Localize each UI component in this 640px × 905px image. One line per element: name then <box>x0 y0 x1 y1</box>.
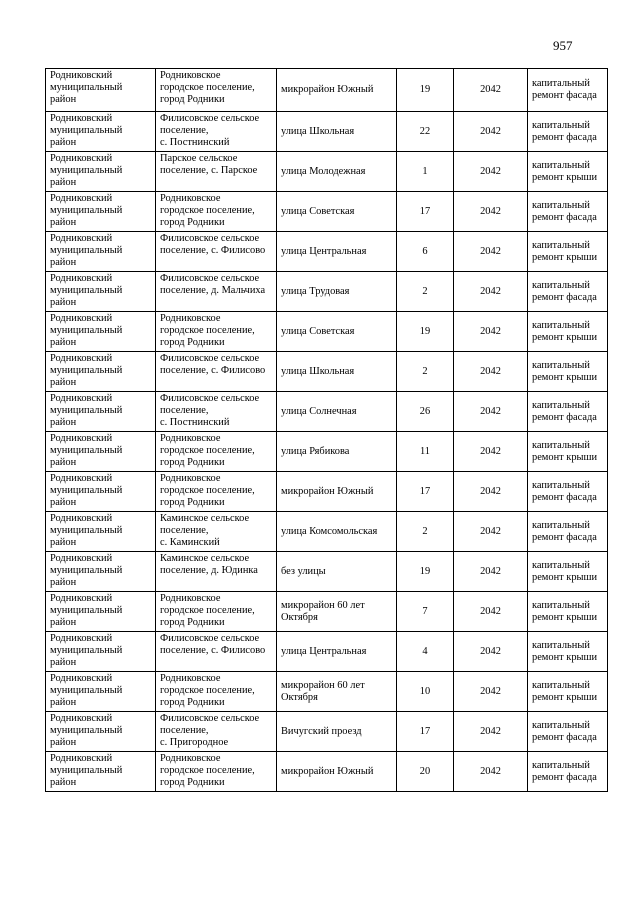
street-cell-text: улица Молодежная <box>281 165 366 177</box>
table-row <box>46 352 608 392</box>
district-cell-text: Родниковский муниципальный район <box>50 113 123 148</box>
house-number-cell <box>397 512 454 552</box>
year-cell-text: 2042 <box>480 565 501 577</box>
year-cell-text: 2042 <box>480 365 501 377</box>
house-number-cell <box>397 352 454 392</box>
year-cell-text: 2042 <box>480 605 501 617</box>
street-cell-text: Вичугский проезд <box>281 725 362 737</box>
year-cell <box>454 672 528 712</box>
settlement-cell <box>156 392 277 432</box>
district-cell-text: Родниковский муниципальный район <box>50 313 123 348</box>
street-cell-text: без улицы <box>281 565 326 577</box>
district-cell <box>46 69 156 112</box>
house-number-cell-text: 1 <box>422 165 428 177</box>
settlement-cell-text: Филисовское сельское поселение, с. Филисово <box>160 233 266 256</box>
street-cell <box>277 672 397 712</box>
district-cell-text: Родниковский муниципальный район <box>50 193 123 228</box>
work-type-cell-text: капитальный ремонт фасада <box>532 719 597 743</box>
street-cell <box>277 192 397 232</box>
house-number-cell <box>397 712 454 752</box>
settlement-cell-text: Филисовское сельское поселение, с. Филисово <box>160 633 266 656</box>
house-number-cell-text: 19 <box>419 565 431 577</box>
street-cell-text: улица Советская <box>281 205 355 217</box>
year-cell-text: 2042 <box>480 525 501 537</box>
settlement-cell-text: Родниковское городское поселение, город Родники <box>160 673 255 708</box>
street-cell <box>277 512 397 552</box>
district-cell <box>46 352 156 392</box>
district-cell-text: Родниковский муниципальный район <box>50 393 123 428</box>
work-type-cell-text: капитальный ремонт крыши <box>532 439 598 463</box>
work-type-cell <box>528 352 608 392</box>
work-type-cell-text: капитальный ремонт фасада <box>532 399 597 423</box>
work-type-cell-text: капитальный ремонт крыши <box>532 359 598 383</box>
settlement-cell <box>156 512 277 552</box>
year-cell <box>454 752 528 792</box>
street-cell <box>277 592 397 632</box>
settlement-cell-text: Родниковское городское поселение, город Родники <box>160 193 255 228</box>
table-row <box>46 192 608 232</box>
table-row <box>46 312 608 352</box>
year-cell <box>454 272 528 312</box>
district-cell <box>46 432 156 472</box>
house-number-cell <box>397 112 454 152</box>
district-cell <box>46 312 156 352</box>
street-cell <box>277 312 397 352</box>
street-cell <box>277 112 397 152</box>
district-cell-text: Родниковский муниципальный район <box>50 593 123 628</box>
house-number-cell-text: 11 <box>419 445 430 457</box>
street-cell-text: улица Школьная <box>281 125 355 137</box>
year-cell-text: 2042 <box>480 485 501 497</box>
house-number-cell-text: 2 <box>422 365 428 377</box>
year-cell-text: 2042 <box>480 765 501 777</box>
year-cell <box>454 312 528 352</box>
repair-schedule-table <box>45 68 608 792</box>
house-number-cell <box>397 272 454 312</box>
district-cell-text: Родниковский муниципальный район <box>50 433 123 468</box>
year-cell-text: 2042 <box>480 165 501 177</box>
house-number-cell <box>397 552 454 592</box>
settlement-cell-text: Филисовское сельское поселение, с. Филисово <box>160 353 266 376</box>
work-type-cell-text: капитальный ремонт крыши <box>532 239 598 263</box>
table-row <box>46 752 608 792</box>
year-cell-text: 2042 <box>480 205 501 217</box>
year-cell <box>454 592 528 632</box>
house-number-cell <box>397 69 454 112</box>
work-type-cell <box>528 152 608 192</box>
settlement-cell-text: Родниковское городское поселение, город Родники <box>160 473 255 508</box>
settlement-cell-text: Родниковское городское поселение, город Родники <box>160 593 255 628</box>
year-cell-text: 2042 <box>480 245 501 257</box>
settlement-cell-text: Родниковское городское поселение, город Родники <box>160 70 255 105</box>
settlement-cell <box>156 352 277 392</box>
house-number-cell <box>397 152 454 192</box>
street-cell <box>277 272 397 312</box>
work-type-cell-text: капитальный ремонт крыши <box>532 679 598 703</box>
table-row <box>46 69 608 112</box>
house-number-cell-text: 17 <box>419 205 431 217</box>
settlement-cell <box>156 112 277 152</box>
settlement-cell-text: Парское сельское поселение, с. Парское <box>160 153 258 176</box>
table-row <box>46 232 608 272</box>
year-cell <box>454 352 528 392</box>
year-cell-text: 2042 <box>480 285 501 297</box>
work-type-cell <box>528 512 608 552</box>
settlement-cell-text: Родниковское городское поселение, город Родники <box>160 753 255 788</box>
street-cell <box>277 472 397 512</box>
district-cell <box>46 592 156 632</box>
street-cell <box>277 152 397 192</box>
street-cell-text: улица Комсомольская <box>281 525 378 537</box>
district-cell-text: Родниковский муниципальный район <box>50 673 123 708</box>
table-body <box>46 69 608 792</box>
house-number-cell <box>397 192 454 232</box>
work-type-cell <box>528 112 608 152</box>
street-cell-text: улица Солнечная <box>281 405 357 417</box>
table-row <box>46 472 608 512</box>
table-row <box>46 672 608 712</box>
settlement-cell <box>156 152 277 192</box>
settlement-cell <box>156 592 277 632</box>
work-type-cell <box>528 69 608 112</box>
settlement-cell <box>156 312 277 352</box>
work-type-cell <box>528 592 608 632</box>
settlement-cell <box>156 432 277 472</box>
house-number-cell-text: 17 <box>419 725 431 737</box>
house-number-cell <box>397 632 454 672</box>
settlement-cell <box>156 752 277 792</box>
street-cell-text: микрорайон 60 лет Октября <box>281 679 365 703</box>
settlement-cell <box>156 712 277 752</box>
year-cell-text: 2042 <box>480 84 501 95</box>
table-row <box>46 152 608 192</box>
year-cell <box>454 472 528 512</box>
house-number-cell <box>397 592 454 632</box>
district-cell <box>46 752 156 792</box>
street-cell-text: микрорайон Южный <box>281 485 374 497</box>
street-cell-text: улица Центральная <box>281 245 367 257</box>
district-cell-text: Родниковский муниципальный район <box>50 153 123 188</box>
work-type-cell-text: капитальный ремонт фасада <box>532 279 597 303</box>
year-cell <box>454 69 528 112</box>
street-cell <box>277 712 397 752</box>
district-cell-text: Родниковский муниципальный район <box>50 633 123 668</box>
street-cell <box>277 752 397 792</box>
street-cell <box>277 432 397 472</box>
settlement-cell-text: Каминское сельское поселение, д. Юдинка <box>160 553 258 576</box>
house-number-cell-text: 19 <box>419 84 431 95</box>
work-type-cell <box>528 272 608 312</box>
table-row <box>46 592 608 632</box>
district-cell-text: Родниковский муниципальный район <box>50 70 123 105</box>
year-cell <box>454 112 528 152</box>
settlement-cell <box>156 632 277 672</box>
settlement-cell <box>156 232 277 272</box>
street-cell-text: улица Советская <box>281 325 355 337</box>
work-type-cell-text: капитальный ремонт крыши <box>532 319 598 343</box>
work-type-cell-text: капитальный ремонт фасада <box>532 199 597 223</box>
table-row <box>46 272 608 312</box>
page-number: 957 <box>553 38 573 53</box>
house-number-cell-text: 17 <box>419 485 431 497</box>
table-row <box>46 432 608 472</box>
work-type-cell-text: капитальный ремонт фасада <box>532 759 597 783</box>
street-cell <box>277 632 397 672</box>
house-number-cell <box>397 752 454 792</box>
street-cell-text: улица Центральная <box>281 645 367 657</box>
work-type-cell-text: капитальный ремонт крыши <box>532 159 598 183</box>
work-type-cell <box>528 472 608 512</box>
work-type-cell <box>528 712 608 752</box>
district-cell <box>46 712 156 752</box>
settlement-cell <box>156 272 277 312</box>
settlement-cell-text: Каминское сельское поселение, с. Каминский <box>160 513 250 548</box>
district-cell <box>46 232 156 272</box>
work-type-cell <box>528 672 608 712</box>
street-cell <box>277 232 397 272</box>
house-number-cell-text: 7 <box>422 605 428 617</box>
table-row <box>46 112 608 152</box>
house-number-cell-text: 26 <box>419 405 431 417</box>
house-number-cell <box>397 472 454 512</box>
house-number-cell <box>397 312 454 352</box>
work-type-cell-text: капитальный ремонт крыши <box>532 599 598 623</box>
district-cell-text: Родниковский муниципальный район <box>50 273 123 308</box>
table-row <box>46 512 608 552</box>
settlement-cell <box>156 472 277 512</box>
district-cell <box>46 672 156 712</box>
year-cell <box>454 192 528 232</box>
year-cell <box>454 512 528 552</box>
table-row <box>46 632 608 672</box>
district-cell <box>46 272 156 312</box>
work-type-cell-text: капитальный ремонт фасада <box>532 78 597 101</box>
work-type-cell <box>528 432 608 472</box>
district-cell <box>46 112 156 152</box>
settlement-cell-text: Филисовское сельское поселение, с. Пригородное <box>160 713 260 748</box>
house-number-cell-text: 22 <box>419 125 431 137</box>
table-row <box>46 712 608 752</box>
settlement-cell-text: Филисовское сельское поселение, с. Постнинский <box>160 113 260 148</box>
district-cell <box>46 152 156 192</box>
district-cell <box>46 392 156 432</box>
work-type-cell <box>528 552 608 592</box>
district-cell-text: Родниковский муниципальный район <box>50 353 123 388</box>
street-cell-text: улица Школьная <box>281 365 355 377</box>
district-cell <box>46 512 156 552</box>
year-cell <box>454 552 528 592</box>
house-number-cell <box>397 392 454 432</box>
work-type-cell-text: капитальный ремонт фасада <box>532 519 597 543</box>
house-number-cell-text: 10 <box>419 685 431 697</box>
year-cell-text: 2042 <box>480 445 501 457</box>
house-number-cell <box>397 232 454 272</box>
street-cell-text: улица Рябикова <box>281 445 350 457</box>
house-number-cell <box>397 432 454 472</box>
work-type-cell <box>528 632 608 672</box>
house-number-cell <box>397 672 454 712</box>
street-cell <box>277 392 397 432</box>
district-cell <box>46 472 156 512</box>
year-cell-text: 2042 <box>480 645 501 657</box>
district-cell-text: Родниковский муниципальный район <box>50 753 123 788</box>
street-cell-text: микрорайон Южный <box>281 765 374 777</box>
year-cell <box>454 632 528 672</box>
street-cell-text: микрорайон 60 лет Октября <box>281 599 365 623</box>
settlement-cell <box>156 69 277 112</box>
year-cell-text: 2042 <box>480 405 501 417</box>
house-number-cell-text: 20 <box>419 765 431 777</box>
work-type-cell <box>528 232 608 272</box>
work-type-cell-text: капитальный ремонт фасада <box>532 479 597 503</box>
table-row <box>46 392 608 432</box>
work-type-cell-text: капитальный ремонт крыши <box>532 639 598 663</box>
settlement-cell-text: Родниковское городское поселение, город Родники <box>160 433 255 468</box>
district-cell-text: Родниковский муниципальный район <box>50 713 123 748</box>
house-number-cell-text: 4 <box>422 645 428 657</box>
year-cell <box>454 712 528 752</box>
work-type-cell <box>528 312 608 352</box>
settlement-cell <box>156 192 277 232</box>
settlement-cell-text: Филисовское сельское поселение, с. Постнинский <box>160 393 260 428</box>
street-cell-text: улица Трудовая <box>281 285 350 297</box>
work-type-cell <box>528 192 608 232</box>
year-cell <box>454 432 528 472</box>
house-number-cell-text: 19 <box>419 325 431 337</box>
year-cell <box>454 392 528 432</box>
year-cell-text: 2042 <box>480 685 501 697</box>
settlement-cell <box>156 552 277 592</box>
work-type-cell-text: капитальный ремонт фасада <box>532 119 597 143</box>
street-cell <box>277 69 397 112</box>
settlement-cell <box>156 672 277 712</box>
year-cell-text: 2042 <box>480 125 501 137</box>
work-type-cell <box>528 392 608 432</box>
year-cell-text: 2042 <box>480 325 501 337</box>
house-number-cell-text: 2 <box>422 525 428 537</box>
year-cell-text: 2042 <box>480 725 501 737</box>
district-cell-text: Родниковский муниципальный район <box>50 513 123 548</box>
house-number-cell-text: 2 <box>422 285 428 297</box>
street-cell-text: микрорайон Южный <box>281 84 374 95</box>
table-row <box>46 552 608 592</box>
district-cell-text: Родниковский муниципальный район <box>50 473 123 508</box>
street-cell <box>277 352 397 392</box>
district-cell <box>46 632 156 672</box>
district-cell-text: Родниковский муниципальный район <box>50 233 123 268</box>
settlement-cell-text: Филисовское сельское поселение, д. Мальчиха <box>160 273 266 296</box>
district-cell <box>46 192 156 232</box>
street-cell <box>277 552 397 592</box>
work-type-cell <box>528 752 608 792</box>
district-cell-text: Родниковский муниципальный район <box>50 553 123 588</box>
settlement-cell-text: Родниковское городское поселение, город Родники <box>160 313 255 348</box>
work-type-cell-text: капитальный ремонт крыши <box>532 559 598 583</box>
house-number-cell-text: 6 <box>422 245 428 257</box>
year-cell <box>454 232 528 272</box>
year-cell <box>454 152 528 192</box>
district-cell <box>46 552 156 592</box>
